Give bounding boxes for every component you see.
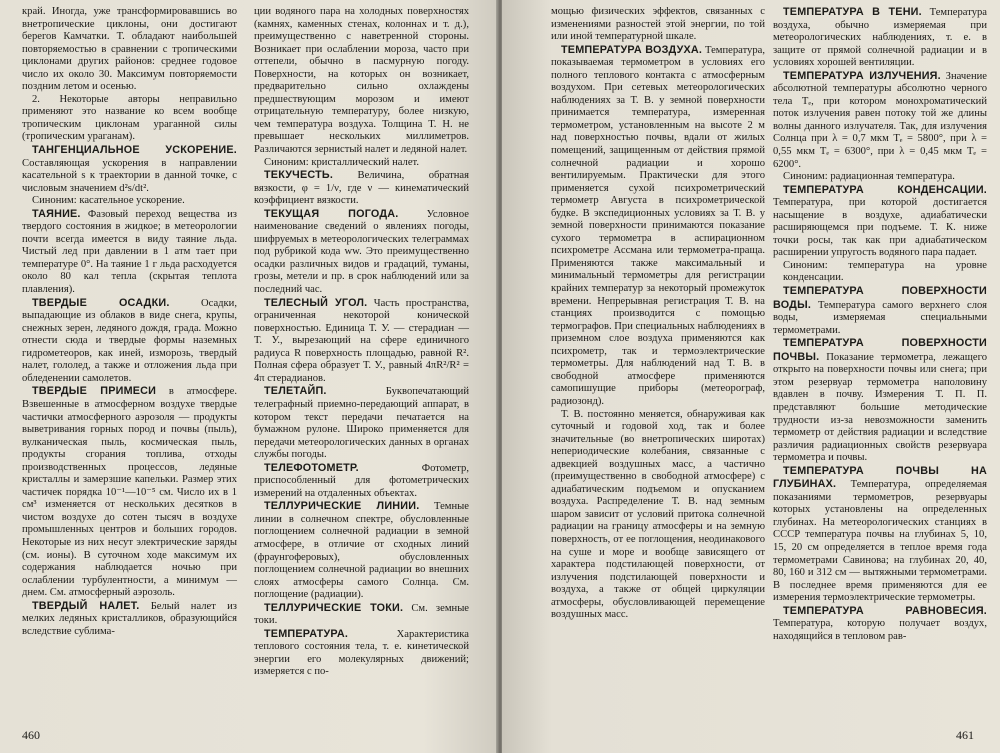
dictionary-entry <box>22 208 237 297</box>
entry-headword: ТЕКУЧЕСТЬ. <box>264 169 334 182</box>
entry-text: Температура самого верхнего слоя воды, измеряемая специальными термометрами. <box>773 299 987 336</box>
entry-text: 2. Некоторые авторы неправильно применяют это название ко всем вообще тропическим циклонам ураганной силы (тропическим ураганам). <box>22 93 237 143</box>
entry-text: Составляющая ускорения в направлении касательной s к траектории в данной точке, с числовым значением d²s/dt². <box>22 157 237 194</box>
entry-text: Условное наименование сведений о явлениях погоды, шифруемых в метеорологических телеграммах под рубрикой кода ww. Это преимущественно осадки различных видов и градаций, туманы, грозы, метели и пр. в срок наблюдений или за последний час. <box>254 208 469 296</box>
entry-text: Фотометр, приспособленный для фотометрических измерений на отдаленных объектах. <box>254 462 469 499</box>
entry-headword: ТЕЛЕСНЫЙ УГОЛ. <box>264 296 368 309</box>
dictionary-entry <box>773 184 987 260</box>
entry-text: Буквопечатающий телеграфный приемно-передающий аппарат, в котором текст передачи печатается на бумажном рулоне. Широко применяется для передачи метеорологических данных в органах службы погоды. <box>254 386 469 461</box>
entry-headword: ТЕЛЕФОТОМЕТР. <box>264 461 359 474</box>
entry-text: Температура, показываемая термометром в условиях его полного теплового контакта с атмосферным воздухом. При сетевых метеорологических наблюдениях за Т. В. у земной поверхности принимается температура, измеренная термометром, установленным на высоте 2 м над поверхностью почвы, вдали от жилых помещений, защищенным от действия прямой солнечной радиации и хорошо вентилируемым. Практически для этого применяется сухой психрометрический термометр Августа в психрометрической будке. В экспедиционных условиях за Т. В. у земной поверхности принимаются показание сухого термометра в аспирационном психрометре Ассмана или термометра-праща. Применяются также максимальный и минимальный термометры для регистрации крайних температур за некоторый промежуток времени. Непрерывная регистрация Т. В. на станциях производится с помощью термографов. При специальных наблюдениях в приземном слое воздуха применяются как психрометр, так и термоэлектрические термометры. Для наблюдений над Т. В. в свободной атмосфере применяются самопишущие приборы (метеорограф, радиозонд). <box>551 44 766 407</box>
synonym-line <box>773 260 987 285</box>
entry-headword: ТЕЛЛУРИЧЕСКИЕ ЛИНИИ. <box>264 500 420 513</box>
entry-text: мощью физических эффектов, связанных с изменениями разностей этой энергии, по той или иной температурной шкале. <box>551 6 765 43</box>
dictionary-entry <box>254 208 469 297</box>
entry-headword: ТЕМПЕРАТУРА РАВНОВЕСИЯ. <box>783 604 987 617</box>
page-number-right: 461 <box>956 728 974 742</box>
entry-headword: ТЕКУЩАЯ ПОГОДА. <box>264 207 399 220</box>
entry-text: Величина, обратная вязкости, φ = 1/ν, где ν — кинематический коэффициент вязкости. <box>254 170 469 207</box>
entry-paragraph <box>22 6 237 94</box>
dictionary-entry <box>773 605 987 644</box>
dictionary-entry <box>254 602 469 628</box>
entry-text: Белый налет из мелких ледяных кристалликов, образующийся вследствие сублима- <box>22 600 237 637</box>
page-number-left: 460 <box>22 728 40 742</box>
entry-text: Т. В. постоянно меняется, обнаруживая как суточный и годовой ход, так и более значительные (во внетропических широтах) непериодические колебания, связанные с адвекцией воздушных масс, а частично (преимущественно в свободной атмосфере) с адиабатическим подъемом и опусканием воздуха. Распределение Т. В. над земным шаром зависит от условий притока солнечной радиации на границу атмосферы и на земную поверхность, от ее поглощения, неодинакового на суше и море и вообще зависящего от характера подстилающей поверхности, от излучения подстилающей поверхности и воздуха, а также от общей циркуляции атмосферы, обусловливающей перемещение воздушных масс. <box>551 408 765 621</box>
synonym-line <box>22 195 237 208</box>
entry-text: Фазовый переход вещества из твердого состояния в жидкое; в метеорологии почти всегда имеется в виду таяние льда. Чистый лед при давлении в 1 атм тает при температуре 0°. На таяние 1 г льда расходуется около 80 кал тепла (скрытая теплота плавления). <box>22 208 237 296</box>
entry-headword: ТАНГЕНЦИАЛЬНОЕ УСКОРЕНИЕ. <box>32 144 237 157</box>
left-column-1 <box>22 6 237 638</box>
entry-paragraph <box>22 94 237 144</box>
right-page <box>502 0 1000 753</box>
dictionary-entry <box>254 297 469 386</box>
synonym-line <box>254 157 469 170</box>
dictionary-entry <box>773 285 987 337</box>
dictionary-entry <box>551 44 765 409</box>
entry-paragraph <box>254 6 469 157</box>
entry-text: Температура, которую получает воздух, находящийся в тепловом рав- <box>773 618 987 642</box>
entry-text: в атмосфере. Взвешенные в атмосферном воздухе твердые частички атмосферного аэрозоля — продукты выветривания горных пород и почвы (пыль), вулканическая пыль, космическая пыль, продукты сгорания топлива, отходы производственных процессов, ледяные кристаллы и замерзшие капельки. Размер этих частичек порядка 10⁻¹—10⁻⁵ см. Число их в 1 см³ изменяется от нескольких десятков в чистом воздухе до сотен тысяч в воздухе промышленных центров и больших городов. Некоторые из них несут электрические заряды (см. ионы). В суточном ходе максимум их содержания наблюдается ночью при ослаблении турбулентности, а минимум — днем. См. атмосферный аэрозоль. <box>22 386 237 599</box>
synonym-line <box>773 171 987 184</box>
entry-text: Показание термометра, лежащего открыто на поверхности почвы или снега; при этом резервуар термометра наполовину вдавлен в почву. Измерения Т. П. П. представляют большие методические трудности из-за невозможности заменить термометр от действия радиации и вследствие различия радиационных свойств резервуара термометра и почвы. <box>773 351 987 464</box>
entry-headword: ТВЕРДЫЕ ПРИМЕСИ <box>32 385 157 398</box>
entry-headword: ТЕЛЛУРИЧЕСКИЕ ТОКИ. <box>264 601 404 614</box>
entry-headword: ТАЯНИЕ. <box>32 207 81 220</box>
right-column-1 <box>551 6 765 622</box>
dictionary-entry <box>773 465 987 605</box>
entry-headword: ТЕМПЕРАТУРА ПОЧВЫ НА ГЛУБИНАХ. <box>773 464 987 491</box>
entry-paragraph <box>551 409 765 622</box>
entry-text: См. земные токи. <box>254 602 470 627</box>
entry-headword: ТЕЛЕТАЙП. <box>264 385 327 398</box>
entry-paragraph <box>551 6 765 44</box>
entry-text: Характеристика теплового состояния тела, т. е. кинетической энергии его молекулярных движений; измеряется с по- <box>254 628 469 678</box>
dictionary-entry <box>22 144 237 195</box>
dictionary-entry <box>773 6 987 70</box>
entry-text: Часть пространства, ограниченная некоторой конической поверхностью. Единица Т. У. — стерадиан — Т. У., вырезающий на сфере единичного радиуса R поверхность площадью, равной R². Полная сфера образует Т. У., равный 4πR²/R² = 4π стерадианов. <box>254 297 470 384</box>
entry-headword: ТЕМПЕРАТУРА ИЗЛУЧЕНИЯ. <box>783 69 941 82</box>
left-page <box>0 0 498 753</box>
entry-text: Осадки, выпадающие из облаков в виде снега, крупы, снежных зерен, ледяного дождя, града. Можно отнести сюда и твердые формы наземных гидрометеоров, как иней, изморозь, твердый налет, гололед, а также и отложения льда при обледенении самолетов. <box>22 297 237 384</box>
entry-text: Темные линии в солнечном спектре, обусловленные поглощением солнечной радиации в земной атмосфере, в отличие от сходных линий (фраунгоферовых), обусловленных поглощением солнечной радиации во внешних слоях атмосферы самого Солнца. См. поглощение (радиации). <box>254 501 469 601</box>
synonym-text: Синоним: радиационная температура. <box>783 171 955 183</box>
synonym-text: Синоним: касательное ускорение. <box>32 195 185 207</box>
entry-headword: ТВЕРДЫЙ НАЛЕТ. <box>32 599 140 612</box>
entry-headword: ТЕМПЕРАТУРА В ТЕНИ. <box>783 6 922 18</box>
dictionary-entry <box>254 500 469 601</box>
entry-headword: ТЕМПЕРАТУРА ПОВЕРХНОСТИ ПОЧВЫ. <box>773 337 987 363</box>
entry-text: ции водяного пара на холодных поверхностях (камнях, каменных стенах, колоннах и т. д.), преимущественно с наветренной стороны. Возникает при ослаблении мороза, часто при оттепели, обычно в пасмурную погоду. Поверхности, на которых он возникает, предварительно сильно охлаждены предшествующим морозом и имеют отрицательную температуру, более низкую, чем температура воздуха. Толщина Т. Н. не превышает нескольких миллиметров. Различаются зернистый налет и ледяной налет. <box>254 6 469 156</box>
right-column-2 <box>773 6 987 643</box>
dictionary-entry <box>254 385 469 461</box>
dictionary-entry <box>254 462 469 501</box>
dictionary-entry <box>773 337 987 464</box>
dictionary-entry <box>22 297 237 386</box>
entry-text: край. Иногда, уже трансформировавшись во внетропические циклоны, они достигают берегов Камчатки. Т. обладают наибольшей повторяемостью в сравнении с тропическими циклонами других районов: среднее годовое число их около 30. Максимум повторяемости поздним летом и осенью. <box>22 6 237 93</box>
entry-text: Значение абсолютной температуры абсолютно черного тела Tₑ, при котором монохроматический поток излучения равен потоку той же длины волны данного излучателя. Так, для излучения Солнца при λ = 0,7 мкм Tₑ = 5800°, при λ = 0,55 мкм Tₑ = 6300°, при λ = 0,45 мкм Tₑ = 6200°. <box>773 70 987 170</box>
dictionary-entry <box>254 169 469 208</box>
entry-text: Температура воздуха, обычно измеряемая при метеорологических наблюдениях, т. е. в защите от прямой солнечной радиации и в условиях хорошей вентиляции. <box>773 7 987 69</box>
entry-headword: ТЕМПЕРАТУРА ВОЗДУХА. <box>561 43 703 56</box>
dictionary-entry <box>254 628 469 679</box>
synonym-text: Синоним: кристаллический налет. <box>264 156 420 168</box>
entry-headword: ТЕМПЕРАТУРА ПОВЕРХНОСТИ ВОДЫ. <box>773 285 987 311</box>
dictionary-entry <box>773 70 987 171</box>
dictionary-entry <box>22 385 237 599</box>
left-column-2 <box>254 6 469 679</box>
entry-headword: ТЕМПЕРАТУРА. <box>264 627 349 640</box>
synonym-text: Синоним: температура на уровне конденсации. <box>783 259 987 284</box>
entry-text: Температура, при которой достигается насыщение в воздухе, адиабатически расширяющемся при подъеме. Т. К. ниже точки росы, так как при адиабатическом расширении упругость водяного пара падает. <box>773 197 987 259</box>
entry-headword: ТВЕРДЫЕ ОСАДКИ. <box>32 296 170 309</box>
entry-headword: ТЕМПЕРАТУРА КОНДЕНСАЦИИ. <box>783 183 987 196</box>
dictionary-entry <box>22 600 237 639</box>
entry-text: Температура, определяемая показаниями термометров, резервуары которых установлены на определенных глубинах. На метеорологических станциях в СССР температура почвы на глубинах 5, 10, 15, 20 см определяется в теплое время года термометрами Савинова; на глубинах 20, 40, 80, 160 и 312 см — вытяжными термометрами. В последнее время применяются для ее измерения термоэлектрические термометры. <box>773 479 987 604</box>
